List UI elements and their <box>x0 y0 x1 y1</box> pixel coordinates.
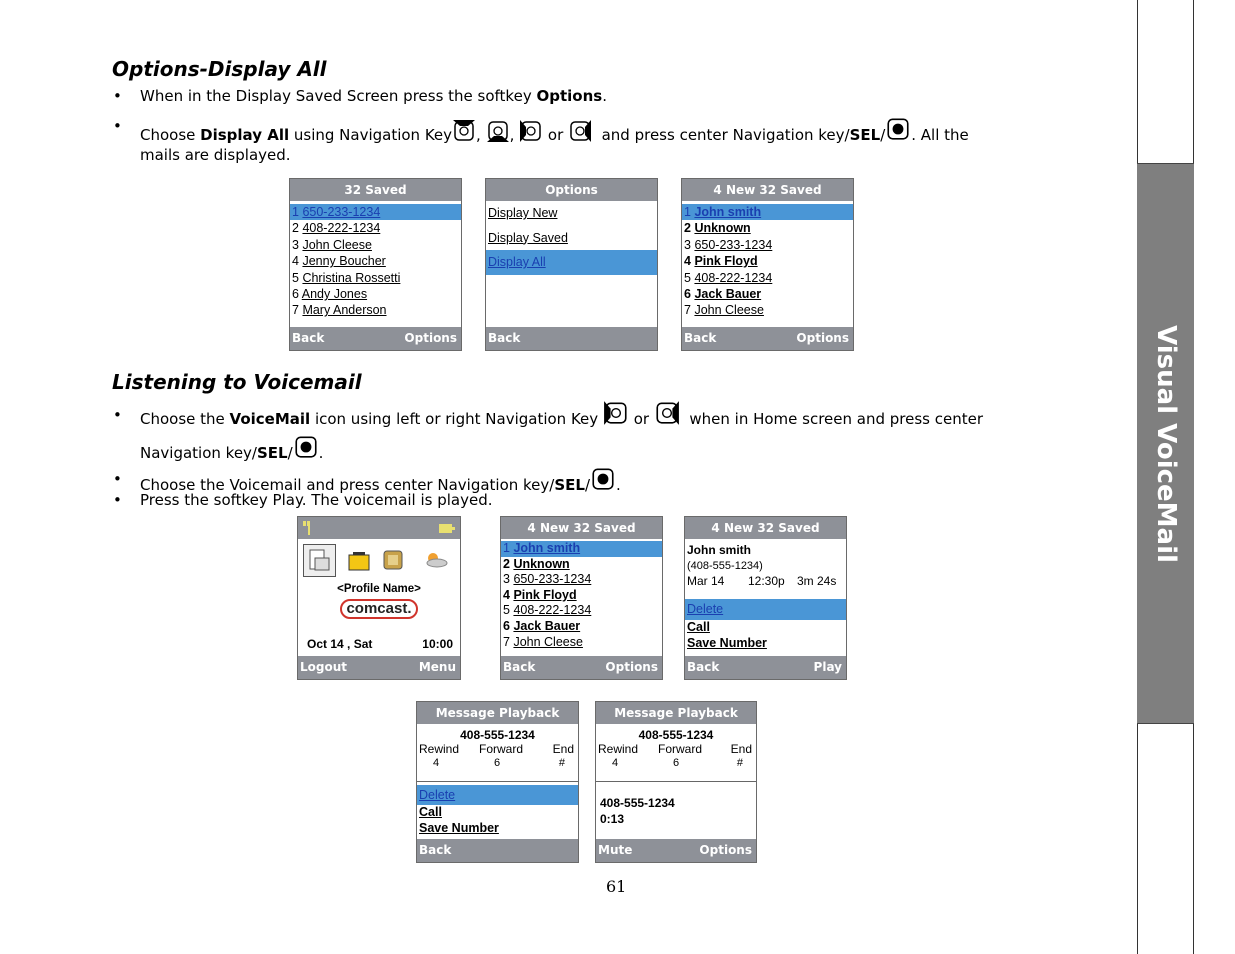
list-item[interactable]: 6 Andy Jones <box>292 286 368 301</box>
screen-voicemail-detail <box>684 516 847 680</box>
screen-header: 4 New 32 Saved <box>685 517 846 539</box>
list-item[interactable]: 1 John smith <box>501 541 662 557</box>
profile-name: <Profile Name> <box>337 583 421 595</box>
softkey-back[interactable]: Back <box>684 331 717 345</box>
list-item[interactable]: 2 Unknown <box>503 556 570 571</box>
caller-number: (408-555-1234) <box>687 559 763 572</box>
nav-key-center-icon <box>293 434 319 460</box>
bullet-press-play: • Press the softkey Play. The voicemail is played. <box>113 491 493 509</box>
battery-icon <box>439 524 455 533</box>
nav-key-center-icon <box>885 116 911 142</box>
list-item[interactable]: 2 Unknown <box>684 221 751 236</box>
list-item[interactable]: 7 John Cleese <box>684 303 764 318</box>
section-title-display-all: Options-Display All <box>112 57 327 81</box>
softkey-back[interactable]: Back <box>292 331 325 345</box>
forward-key: 6 <box>494 757 501 769</box>
nav-key-right-icon <box>654 400 680 426</box>
rewind-key: 4 <box>612 757 619 769</box>
action-delete[interactable]: Delete <box>417 785 578 805</box>
message-date: Mar 14 <box>687 574 725 588</box>
phonebook-icon[interactable] <box>348 551 370 571</box>
rewind-key: 4 <box>433 757 440 769</box>
bullet-choose-voicemail-icon: • Choose the VoiceMail icon using left or right Navigation Key or when in Home screen and press center Navigation key/SEL/ . <box>140 400 1100 468</box>
list-item[interactable]: 4 Jenny Boucher <box>292 254 386 269</box>
rewind-label: Rewind <box>419 742 460 756</box>
screen-header: 4 New 32 Saved <box>682 179 853 201</box>
message-time: 12:30p <box>748 574 785 588</box>
list-item[interactable]: 6 Jack Bauer <box>503 618 581 633</box>
message-duration: 3m 24s <box>797 574 837 588</box>
softkey-back[interactable]: Back <box>687 660 720 674</box>
end-key: # <box>736 757 743 769</box>
softkey-options[interactable]: Options <box>404 331 457 345</box>
softkey-mute[interactable]: Mute <box>598 843 633 857</box>
softkey-menu[interactable]: Menu <box>418 660 456 674</box>
bullet-choose-voicemail: • Choose the Voicemail and press center Navigation key/SEL/ . <box>140 466 1100 498</box>
end-key: # <box>558 757 565 769</box>
nav-key-left-icon <box>519 119 543 143</box>
end-label: End <box>552 742 574 756</box>
voicemail-icon[interactable] <box>303 544 336 577</box>
screen-all-list <box>681 178 854 351</box>
softkey-back[interactable]: Back <box>503 660 536 674</box>
list-item[interactable]: 7 John Cleese <box>503 634 583 649</box>
bullet-choose-display-all: • Choose Display All using Navigation Key , , or and press center Navigation key/SEL/ . All the mails are displayed. <box>113 117 969 164</box>
nav-key-down-icon <box>486 119 510 143</box>
list-item[interactable]: 1 650-233-1234 <box>290 204 461 220</box>
weather-icon[interactable] <box>424 552 448 568</box>
signal-icon <box>302 520 316 536</box>
screen-options <box>485 178 658 351</box>
screen-home <box>297 516 461 680</box>
action-delete[interactable]: Delete <box>685 599 846 620</box>
playback-number: 408-555-1234 <box>460 728 535 742</box>
softkey-options[interactable]: Options <box>796 331 849 345</box>
playing-number: 408-555-1234 <box>600 796 675 810</box>
status-bar <box>298 517 460 539</box>
option-display-all[interactable]: Display All <box>486 250 657 275</box>
screen-header: 32 Saved <box>290 179 461 201</box>
softkey-logout[interactable]: Logout <box>300 660 348 674</box>
screen-header: Options <box>486 179 657 201</box>
comcast-logo: comcast. <box>298 599 460 619</box>
action-call[interactable]: Call <box>419 805 442 819</box>
nav-key-center-icon <box>590 466 616 492</box>
calls-icon[interactable] <box>382 550 404 570</box>
softkey-back[interactable]: Back <box>488 331 521 345</box>
action-save-number[interactable]: Save Number <box>419 820 499 835</box>
rewind-label: Rewind <box>598 742 639 756</box>
list-item[interactable]: 4 Pink Floyd <box>684 254 758 269</box>
softkey-back[interactable]: Back <box>419 843 452 857</box>
option-display-new[interactable]: Display New <box>488 206 558 220</box>
list-item[interactable]: 6 Jack Bauer <box>684 286 762 301</box>
playback-info <box>600 796 675 827</box>
nav-key-up-icon <box>452 119 476 143</box>
section-title-listening: Listening to Voicemail <box>112 370 362 394</box>
list-item[interactable]: 1 John smith <box>682 204 853 220</box>
screen-saved-list <box>289 178 462 351</box>
section-tab <box>1137 163 1194 724</box>
list-item[interactable]: 4 Pink Floyd <box>503 587 577 602</box>
playback-number: 408-555-1234 <box>638 728 714 742</box>
list-item[interactable]: 2 408-222-1234 <box>292 221 381 236</box>
screen-header: Message Playback <box>417 702 578 724</box>
softkey-play[interactable]: Play <box>813 660 842 674</box>
forward-label: Forward <box>479 742 524 756</box>
home-date: Oct 14 , Sat <box>307 637 373 651</box>
caller-name: John smith <box>687 543 752 557</box>
message-meta <box>685 574 846 590</box>
home-time: 10:00 <box>422 637 453 651</box>
page-number: 61 <box>606 877 627 896</box>
screen-playback-actions <box>416 701 579 863</box>
playing-time: 0:13 <box>600 811 625 826</box>
list-item[interactable]: 3 650-233-1234 <box>684 237 773 252</box>
end-label: End <box>730 742 752 756</box>
playback-controls <box>596 742 756 757</box>
playback-controls <box>417 742 578 757</box>
nav-key-left-icon <box>603 400 629 426</box>
list-item[interactable]: 3 650-233-1234 <box>503 572 592 587</box>
option-display-saved[interactable]: Display Saved <box>488 230 568 245</box>
list-item[interactable]: 5 408-222-1234 <box>503 603 592 618</box>
forward-label: Forward <box>658 742 703 756</box>
playback-keys <box>596 757 756 773</box>
softkey-options[interactable]: Options <box>605 660 658 674</box>
list-item[interactable]: 5 408-222-1234 <box>684 270 773 285</box>
screen-voicemail-list <box>500 516 663 680</box>
screen-playback-progress <box>595 701 757 863</box>
screen-header: 4 New 32 Saved <box>501 517 662 539</box>
softkey-options[interactable]: Options <box>699 843 752 857</box>
forward-key: 6 <box>673 757 680 769</box>
nav-key-right-icon <box>568 119 592 143</box>
action-call[interactable]: Call <box>687 620 710 634</box>
list-item[interactable]: 7 Mary Anderson <box>292 303 387 318</box>
action-save-number[interactable]: Save Number <box>687 635 767 650</box>
playback-keys <box>417 757 578 773</box>
list-item[interactable]: 3 John Cleese <box>292 237 372 252</box>
screen-header: Message Playback <box>596 702 756 724</box>
bullet-options: • When in the Display Saved Screen press the softkey Options. <box>113 87 607 105</box>
section-tab-label: Visual VoiceMail <box>1150 324 1181 563</box>
list-item[interactable]: 5 Christina Rossetti <box>292 270 401 285</box>
